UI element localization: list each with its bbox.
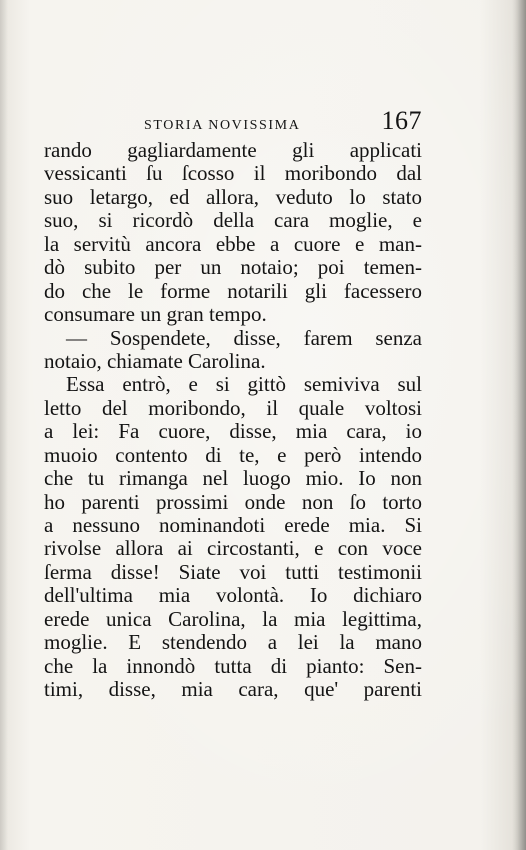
- page-gutter-shadow: [0, 0, 8, 850]
- text-line: Essa entrò, e si gittò semiviva sul: [66, 372, 422, 397]
- text-line: a lei: Fa cuore, disse, mia cara, io: [44, 419, 422, 444]
- text-line: ſerma disse! Siate voi tutti testimonii: [44, 559, 422, 584]
- running-head-title: STORIA NOVISSIMA: [144, 118, 301, 133]
- text-line: letto del moribondo, il quale voltosi: [44, 395, 422, 420]
- page-edge-shadow: [512, 0, 526, 850]
- text-line: consumare un gran tempo.: [44, 302, 267, 327]
- page-number: 167: [381, 106, 422, 135]
- body-text: [44, 139, 422, 702]
- text-line: a nessuno nominandoti erede mia. Si: [44, 513, 422, 537]
- text-line: che la innondò tutta di pianto: Sen-: [44, 653, 422, 678]
- text-line: la servitù ancora ebbe a cuore e man-: [44, 231, 422, 256]
- text-line: do che le forme notarili gli facessero: [44, 278, 422, 303]
- text-line: suo, si ricordò della cara moglie, e: [44, 208, 422, 233]
- text-line: — Sospendete, disse, farem senza: [66, 325, 422, 350]
- text-line: dò subito per un notaio; poi temen-: [44, 255, 422, 280]
- text-line: dell'ultima mia volontà. Io dichiaro: [44, 583, 422, 608]
- text-line: moglie. E stendendo a lei la mano: [44, 630, 422, 655]
- running-head: [44, 108, 422, 140]
- text-line: vessicanti ſu ſcosso il moribondo dal: [44, 161, 422, 186]
- text-line: ho parenti prossimi onde non ſo torto: [44, 489, 422, 514]
- text-line: rando gagliardamente gli applicati: [44, 138, 422, 162]
- text-line: rivolse allora ai circostanti, e con voce: [44, 536, 422, 561]
- text-line: suo letargo, ed allora, veduto lo stato: [44, 184, 422, 209]
- text-line: timi, disse, mia cara, que' parenti: [44, 677, 422, 702]
- text-line: erede unica Carolina, la mia legittima,: [44, 606, 422, 631]
- text-line: notaio, chiamate Carolina.: [44, 348, 266, 373]
- text-line: che tu rimanga nel luogo mio. Io non: [44, 466, 422, 491]
- text-line: muoio contento di te, e però intendo: [44, 442, 422, 467]
